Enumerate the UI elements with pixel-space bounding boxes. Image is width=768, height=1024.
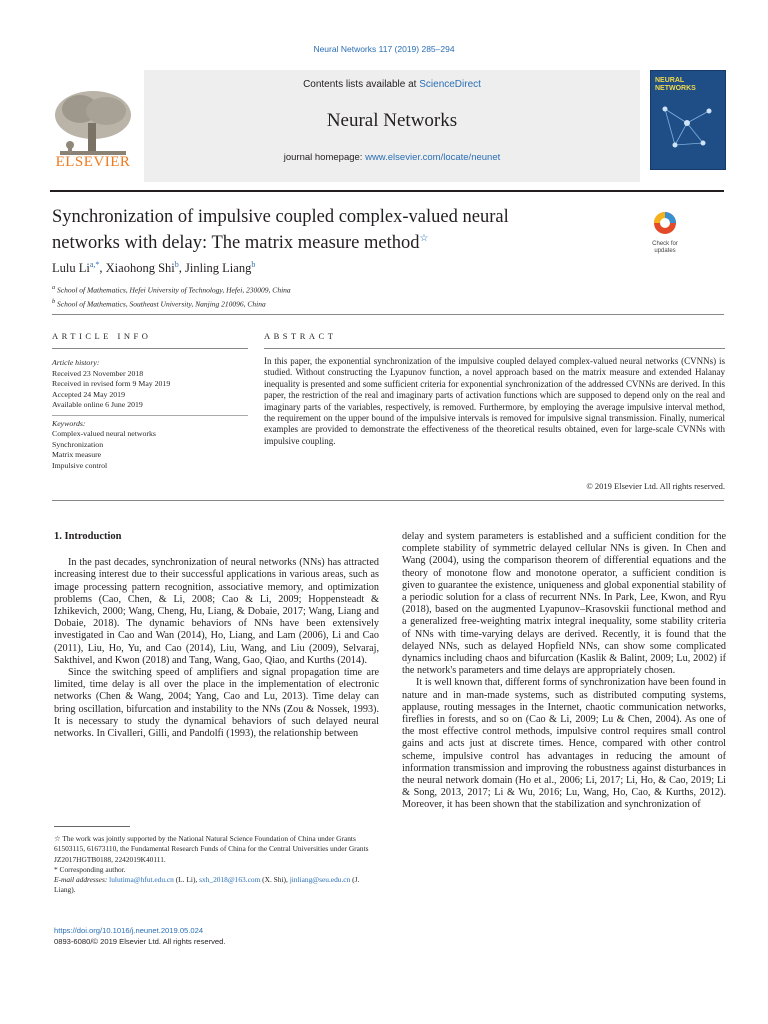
journal-info-box bbox=[144, 70, 640, 182]
author-1-affil[interactable]: a,* bbox=[89, 260, 100, 269]
sciencedirect-link[interactable]: ScienceDirect bbox=[419, 79, 481, 90]
affiliation-a: $^a$ School of Mathematics, Hefei University of Technology, Hefei, 230009, China bbox=[52, 284, 291, 295]
journal-citation-link[interactable]: Neural Networks 117 (2019) 285–294 bbox=[313, 44, 455, 54]
author-3-affil[interactable]: b bbox=[251, 260, 256, 269]
contents-available-line bbox=[144, 79, 640, 90]
homepage-prefix: journal homepage: bbox=[283, 152, 366, 163]
footnote-rule bbox=[54, 826, 130, 827]
keyword-item: Synchronization bbox=[52, 439, 104, 449]
history-accepted: Accepted 24 May 2019 bbox=[52, 389, 125, 399]
check-updates-icon bbox=[646, 210, 684, 236]
abstract-heading: ABSTRACT bbox=[264, 331, 337, 341]
footnotes bbox=[54, 834, 379, 896]
check-updates-label: Check for updates bbox=[652, 241, 678, 254]
footnote-asterisk: * bbox=[54, 864, 60, 874]
title-line-1: Synchronization of impulsive coupled complex-valued neural bbox=[52, 207, 509, 227]
intro-paragraph-4: It is well known that, different forms of synchronization have been found in nature and in man-made systems, such as distributed computing systems, applause, routing messages in the Internet, chaotic communication networks, fireflies in forests, and so on (Cao & Li, 2009; Lu & Chen, 2004). As one of the most effective control methods, impulsive control requires small control gains and acts just at discrete times. Hence, compared with other control scheme, impulsive control has advantages in reducing the amount of information transmission and improving the robustness against disturbances in the neural network domain (Ho et al., 2006; Li, 2017; Li, Ho, & Cao, 2019; Li & Song, 2013, 2017; Li & Wu, 2016; Lu, Wang, Ho, Cao, & Kurths, 2012). Moreover, it has been shown that the stabilization and synchronization of bbox=[402, 677, 726, 811]
keyword-item: Complex-valued neural networks bbox=[52, 429, 156, 438]
info-rule bbox=[52, 348, 248, 349]
section-rule bbox=[52, 314, 724, 315]
email-footnote: E-mail addresses: lulutima@hfut.edu.cn (L. Li), sxh_2018@163.com (X. Shi), jinliang@seu.edu.cn (J. Liang). bbox=[54, 875, 360, 895]
contents-prefix: Contents lists available at bbox=[303, 79, 420, 90]
title-line-2: networks with delay: The matrix measure method☆ bbox=[52, 233, 429, 254]
author-sep: , bbox=[99, 261, 106, 276]
affiliation-b: $^b$ School of Mathematics, Southeast University, Nanjing 210096, China bbox=[52, 297, 266, 308]
body-left-column bbox=[54, 531, 379, 740]
keyword-item: Matrix measure bbox=[52, 450, 102, 459]
journal-header bbox=[50, 70, 724, 182]
header-rule bbox=[50, 190, 724, 192]
history-received: Received 23 November 2018 bbox=[52, 368, 144, 378]
funding-footnote: ☆ The work was jointly supported by the National Natural Science Foundation of China under Grants 61503115, 61673110, the Fundamental Research Funds of China for the Central Universities under Grants JZ2017HGTB0188, 2242019K40111. bbox=[54, 834, 369, 864]
article-info-block bbox=[52, 358, 248, 471]
footnote-star: ☆ bbox=[54, 834, 63, 843]
issn-copyright: 0893-6080/© 2019 Elsevier Ltd. All rights reserved. bbox=[54, 936, 226, 946]
journal-name: Neural Networks bbox=[326, 110, 458, 131]
email-link-li[interactable]: lulutima@hfut.edu.cn bbox=[109, 875, 174, 885]
keywords-label: Keywords: bbox=[52, 418, 86, 428]
corresponding-footnote: * Corresponding author. bbox=[54, 864, 126, 874]
keywords-rule bbox=[52, 415, 248, 416]
journal-homepage-line bbox=[144, 152, 640, 163]
abstract-copyright: © 2019 Elsevier Ltd. All rights reserved. bbox=[586, 481, 725, 491]
author-3: Jinling Liang bbox=[185, 261, 252, 276]
title-footnote-star[interactable]: ☆ bbox=[419, 233, 429, 244]
paper-title bbox=[52, 206, 612, 254]
author-list bbox=[52, 260, 255, 276]
keyword-item: Impulsive control bbox=[52, 460, 108, 470]
section-heading-introduction: 1. Introduction bbox=[54, 531, 122, 542]
author-1: Lulu Li bbox=[52, 261, 90, 276]
history-revised: Received in revised form 9 May 2019 bbox=[52, 379, 171, 388]
body-right-column bbox=[402, 531, 726, 812]
abstract-rule bbox=[264, 348, 725, 349]
cover-title: NEURAL NETWORKS bbox=[655, 77, 696, 92]
cover-network-graphic bbox=[657, 101, 719, 161]
intro-paragraph-3: delay and system parameters is established and a sufficient condition for the complete stability of symmetric delayed cellular NNs is given. In Chen and Wang (2004), using the comparison theorem of differential equations and the theory of monotone flow and monotone operator, a sufficient condition is given to guarantee the existence, uniqueness and global exponential stability of a periodic solution for a class of recurrent NNs. In Park, Lee, Kwon, and Ryu (2018), based on the augmented Lyapunov–Krasovskii functional method and a generalized free-weighting matrix integral inequality, some stability criteria of NNs with time-varying delays are derived. Recently, it is found that the delayed NNs, such as delayed Hopfield NNs, can show some complicated dynamics including chaos and bifurcation (Kaslik & Balint, 2009; Lu, 2002) if the network's parameters and time delays are appropriately chosen. bbox=[402, 531, 726, 677]
doi-link[interactable]: https://doi.org/10.1016/j.neunet.2019.05.024 bbox=[54, 926, 204, 935]
author-sep: , bbox=[178, 261, 186, 276]
journal-cover-image[interactable] bbox=[650, 70, 726, 170]
affiliations bbox=[52, 282, 291, 309]
email-link-liang[interactable]: jinliang@seu.edu.cn bbox=[289, 875, 351, 885]
author-2-affil[interactable]: b bbox=[174, 260, 179, 269]
intro-paragraph-1: In the past decades, synchronization of neural networks (NNs) has attracted increasing interest due to their successful applications in various areas, such as image processing pattern recognition, associative memory, and optimization problems (Cao, Chen, & Li, 2008; Cao & Li, 2009; Hoppensteadt & Izhikevich, 2000; Wang, Cheng, Hu, Liang, & Dobaie, 2017; Wang, Liang and Dobaie, 2018). The dynamic behaviors of NNs have been extensively investigated in Cao and Wan (2014), Ho, Liang, and Lam (2006), Li and Cao (2011), Liu, Ho, Yu, and Cao (2014), Liu, Wang, and Liu (2009), Selvaraj, Sakthivel, and Kwon (2018) and Tang, Wang, Gao, Qiao, and Kurths (2014). bbox=[54, 557, 379, 666]
homepage-link[interactable]: www.elsevier.com/locate/neunet bbox=[365, 152, 501, 163]
author-2: Xiaohong Shi bbox=[105, 261, 175, 276]
article-info-heading: ARTICLE INFO bbox=[52, 331, 152, 341]
elsevier-wordmark: ELSEVIER bbox=[55, 154, 131, 170]
abstract-text: In this paper, the exponential synchronization of the impulsive coupled delayed complex-valued neural networks (CVNNs) is studied. Without constructing the Lyapunov function, a novel approach based on the matrix measure and extended Halanay inequality is presented and some sufficient criteria for exponential synchronization of the addressed CVNNs are derived. In this paper, the restriction of the real and imaginary parts of activation functions which are supposed to depend only on the real and imaginary parts of the variables, respectively, is removed. Furthermore, by employing the average impulsive interval method, the requirement on the upper bound of the impulsive intervals is removed for impulsive signal transmission. Finally, numerical examples are provided to demonstrate the effectiveness of the theoretical results obtained, even for large-scale CVNNs with impulsive coupling. bbox=[264, 356, 725, 446]
email-link-shi[interactable]: sxh_2018@163.com bbox=[199, 875, 261, 885]
intro-paragraph-2: Since the switching speed of amplifiers and signal propagation time are limited, time delay is all over the place in the implementation of electronic networks (Chen & Wang, 2004; Yang, Cao and Lu, 2013). Time delay can bring oscillation, bifurcation and instability to the NNs (Zou & Nossek, 1993). It is necessary to study the dynamical behaviors of such delayed neural networks. In Civalleri, Gilli, and Pandolfi (1993), the relationship between bbox=[54, 667, 379, 740]
check-for-updates-badge[interactable] bbox=[646, 210, 684, 254]
doi-block bbox=[54, 926, 379, 947]
history-online: Available online 6 June 2019 bbox=[52, 400, 143, 409]
history-label: Article history: bbox=[52, 358, 100, 367]
abstract-bottom-rule bbox=[52, 500, 724, 501]
